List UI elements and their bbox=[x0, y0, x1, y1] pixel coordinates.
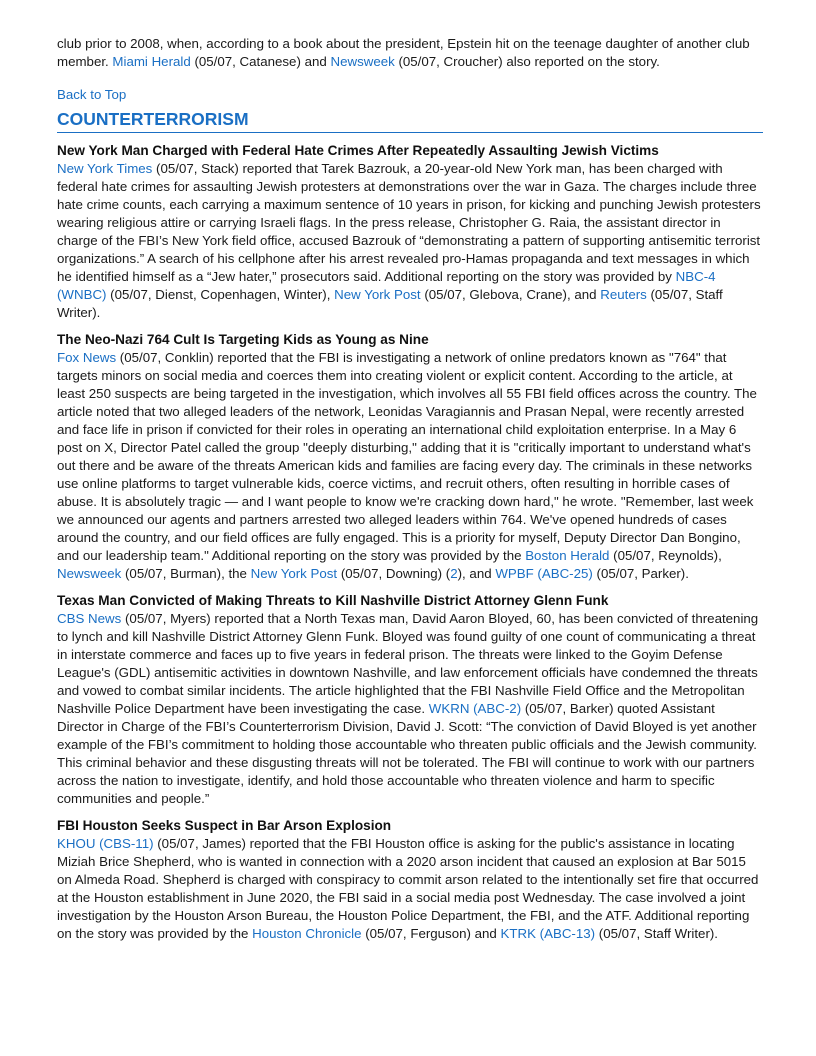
article-text: (05/07, Reynolds), bbox=[609, 548, 722, 563]
article-text: (05/07, Parker). bbox=[592, 566, 689, 581]
article-text: (05/07, Stack) reported that Tarek Bazrouk, a 20-year-old New York man, has been charged with federal hate crimes for assaulting Jewish protesters at demonstrations over the war in Gaza. The charges include three hate crime counts, each carrying a maximum sentence of 10 years in prison, for kicking and punching Jewish protesters wearing religious attire or carrying Israeli flags. In the press release, Christopher G. Raia, the assistant director in charge of the FBI’s New York field office, accused Bazrouk of “demonstrating a pattern of supporting antisemitic terrorist organizations.” A search of his cellphone after his arrest revealed pro-Hamas propaganda and text messages in which he identified himself as a “Jew hater,” prosecutors said. Additional reporting on the story was provided by bbox=[57, 161, 761, 284]
source-link[interactable]: KHOU (CBS-11) bbox=[57, 836, 154, 851]
article-text: (05/07, Burman), the bbox=[121, 566, 251, 581]
article-body bbox=[57, 835, 763, 943]
article bbox=[57, 592, 763, 808]
section-title: COUNTERTERRORISM bbox=[57, 108, 763, 133]
article-text: (05/07, Barker) quoted Assistant Director in Charge of the FBI’s Counterterrorism Division, David J. Scott: “The conviction of David Bloyed is yet another example of the FBI’s commitment to holding those accountable who threaten public officials and the Jewish community. This criminal behavior and these disgusting threats will not be tolerated. The FBI will continue to work with our partners across the nation to investigate, identify, and hold those accountable who threaten violence and harm to specific communities and people.” bbox=[57, 701, 757, 806]
article-text: (05/07, Myers) reported that a North Texas man, David Aaron Bloyed, 60, has been convicted of threatening to lynch and kill Nashville District Attorney Glenn Funk. Bloyed was found guilty of one count of communicating a threat in interstate commerce and faces up to five years in federal prison. The threats were linked to the Goyim Defense League's (GDL) antisemitic activities in downtown Nashville, and law enforcement officials have condemned the threats and vowed to combat similar incidents. The article highlighted that the FBI Nashville Field Office and the Metropolitan Nashville Police Department have been investigating the case. bbox=[57, 611, 759, 716]
article-title: The Neo-Nazi 764 Cult Is Targeting Kids as Young as Nine bbox=[57, 332, 429, 347]
source-link[interactable]: Houston Chronicle bbox=[252, 926, 362, 941]
article-body bbox=[57, 160, 763, 322]
article-text: (05/07, Ferguson) and bbox=[361, 926, 501, 941]
document-page bbox=[57, 35, 763, 943]
source-link[interactable]: NBC-4 (WNBC) bbox=[57, 269, 716, 302]
article bbox=[57, 142, 763, 322]
intro-paragraph bbox=[57, 35, 763, 71]
article-text: ), and bbox=[457, 566, 496, 581]
source-link[interactable]: New York Post bbox=[250, 566, 338, 581]
source-link[interactable]: CBS News bbox=[57, 611, 122, 626]
article-text: (05/07, Staff Writer). bbox=[57, 287, 723, 320]
article-text: (05/07, Conklin) reported that the FBI is investigating a network of online predators known as "764" that targets minors on social media and coerces them into creating violent or explicit content. According to the article, at least 250 suspects are being targeted in the investigation, which involves all 55 FBI field offices across the country. The article noted that two alleged leaders of the network, Leonidas Varagiannis and Prasan Nepal, were recently arrested and face life in prison if convicted for their roles in operating an international child exploitation enterprise. In a May 6 post on X, Director Patel called the group "deeply disturbing," adding that it is "critically important to understand what's out there and be aware of the threats American kids and families are facing every day. The criminals in these networks use online platforms to target vulnerable kids, coerce victims, and recruit others, often resulting in horrible cases of abuse. It is absolutely tragic — and I want people to know we're cracking down hard," he wrote. "Remember, last week we announced our agents and partners arrested two alleged leaders within 764. We've opened hundreds of cases around the country, and our field offices are fully engaged. This is a priority for myself, Deputy Director Dan Bongino, and our leadership team." Additional reporting on the story was provided by the bbox=[57, 350, 757, 563]
source-link[interactable]: 2 bbox=[450, 566, 458, 581]
source-link[interactable]: WKRN (ABC-2) bbox=[428, 701, 522, 716]
source-link[interactable]: Fox News bbox=[57, 350, 117, 365]
article-text: (05/07, Staff Writer). bbox=[595, 926, 718, 941]
miami-herald-link[interactable]: Miami Herald bbox=[112, 54, 191, 69]
article-text: (05/07, Downing) ( bbox=[337, 566, 451, 581]
article-text: (05/07, Glebova, Crane), and bbox=[420, 287, 601, 302]
article-body bbox=[57, 349, 763, 583]
intro-text: club prior to 2008, when, according to a book about the president, Epstein hit on the teenage daughter of another club member. bbox=[57, 36, 750, 69]
source-link[interactable]: Boston Herald bbox=[525, 548, 610, 563]
back-to-top-link[interactable]: Back to Top bbox=[57, 87, 127, 102]
intro-text: (05/07, Croucher) also reported on the story. bbox=[394, 54, 660, 69]
source-link[interactable]: KTRK (ABC-13) bbox=[500, 926, 596, 941]
source-link[interactable]: Newsweek bbox=[57, 566, 122, 581]
article bbox=[57, 331, 763, 583]
source-link[interactable]: WPBF (ABC-25) bbox=[495, 566, 593, 581]
intro-text: (05/07, Catanese) and bbox=[190, 54, 331, 69]
article bbox=[57, 817, 763, 943]
article-text: (05/07, Dienst, Copenhagen, Winter), bbox=[106, 287, 335, 302]
source-link[interactable]: New York Times bbox=[57, 161, 153, 176]
article-text: (05/07, James) reported that the FBI Houston office is asking for the public's assistance in locating Miziah Brice Shepherd, who is wanted in connection with a 2020 arson incident that caused an explosion at Bar 5015 on Almeda Road. Shepherd is charged with conspiracy to commit arson related to the intentionally set fire that occurred at the Houston establishment in June 2020, the FBI said in a social media post Wednesday. The case involved a joint investigation by the Houston Arson Bureau, the Houston Police Department, the FBI, and the ATF. Additional reporting on the story was provided by the bbox=[57, 836, 759, 941]
source-link[interactable]: Reuters bbox=[600, 287, 647, 302]
article-title: Texas Man Convicted of Making Threats to Kill Nashville District Attorney Glenn Funk bbox=[57, 593, 609, 608]
article-title: New York Man Charged with Federal Hate Crimes After Repeatedly Assaulting Jewish Victims bbox=[57, 143, 659, 158]
newsweek-link[interactable]: Newsweek bbox=[330, 54, 395, 69]
source-link[interactable]: New York Post bbox=[334, 287, 421, 302]
article-body bbox=[57, 610, 763, 808]
article-title: FBI Houston Seeks Suspect in Bar Arson Explosion bbox=[57, 818, 392, 833]
